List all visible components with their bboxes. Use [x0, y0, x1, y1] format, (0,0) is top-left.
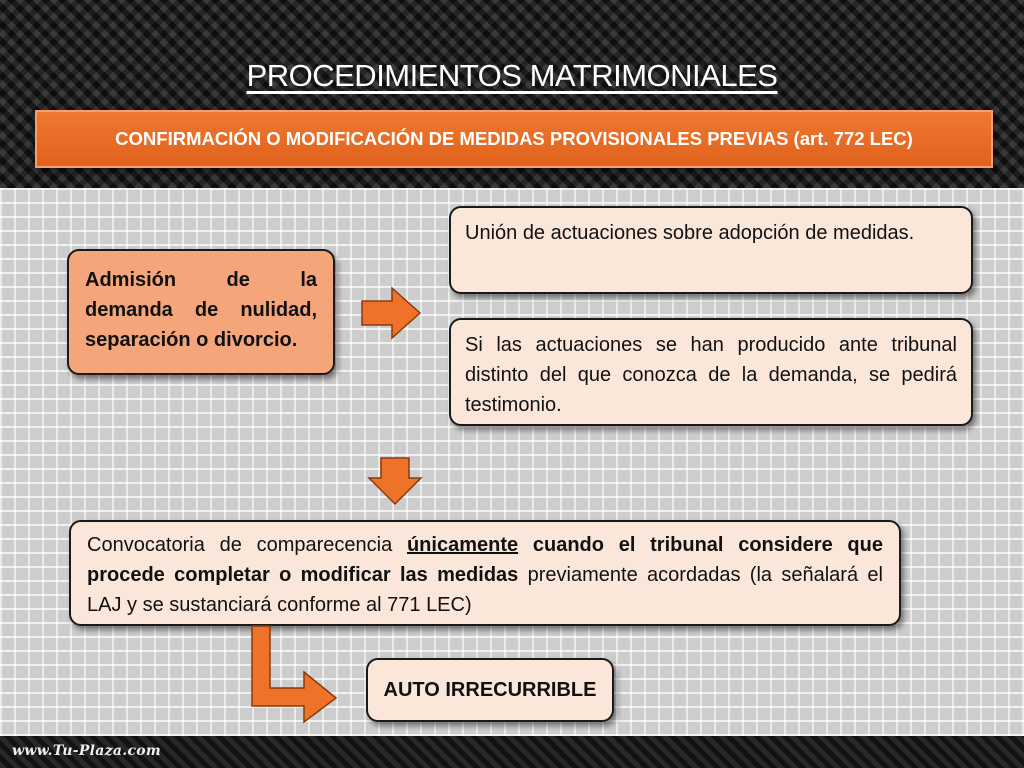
arrow-down-icon [367, 456, 423, 506]
convocatoria-text-unicamente: únicamente [406, 534, 519, 556]
arrow-bent-right-icon [248, 626, 340, 722]
watermark-text: www.Tu-Plaza.com [12, 743, 162, 759]
convocatoria-text-rest: previamente acordadas (la señalará el LAJ y se sustanciará conforme al 771 LEC) [87, 564, 883, 616]
subtitle-text: CONFIRMACIÓN O MODIFICACIÓN DE MEDIDAS PROVISIONALES PREVIAS (art. 772 LEC) [115, 128, 913, 149]
arrow-right-icon [360, 286, 422, 340]
auto-irrecurrible-label: AUTO IRRECURRIBLE [383, 679, 597, 701]
node-auto-irrecurrible [366, 658, 614, 722]
page-title: PROCEDIMIENTOS MATRIMONIALES [246, 58, 778, 93]
node-testimonio: Si las actuaciones se han producido ante tribunal distinto del que conozca de la demanda, se pedirá testimonio. [449, 318, 973, 426]
node-admision-demanda: Admisión de la demanda de nulidad, separación o divorcio. [67, 249, 335, 375]
node-convocatoria-comparecencia [69, 520, 901, 626]
convocatoria-text-condition: cuando el tribunal considere que procede completar o modificar las medidas [87, 534, 883, 586]
node-union-actuaciones: Unión de actuaciones sobre adopción de medidas. [449, 206, 973, 294]
subtitle-banner [35, 110, 993, 168]
convocatoria-text-intro: Convocatoria de comparecencia [87, 534, 407, 556]
